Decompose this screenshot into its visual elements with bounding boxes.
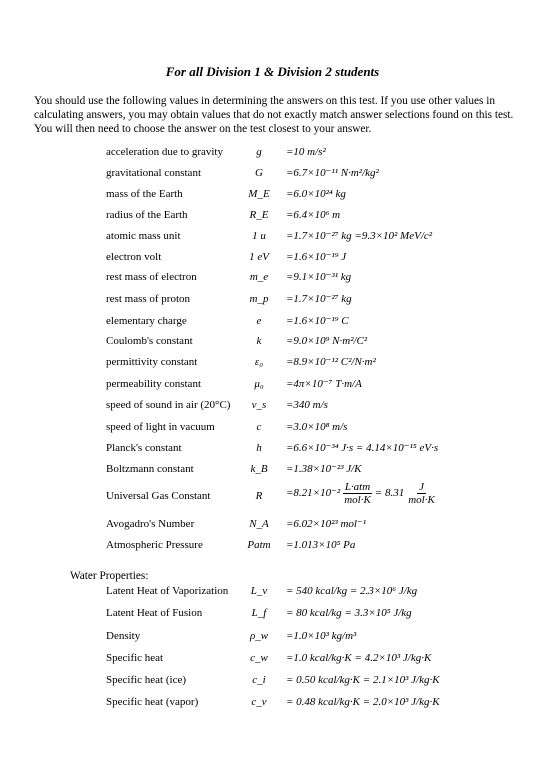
constant-symbol: m_e (249, 271, 269, 283)
constant-value: =1.013×10⁵ Pa (286, 539, 356, 551)
constant-value: =6.7×10⁻¹¹ N·m²/kg² (286, 167, 379, 179)
constant-value: =1.6×10⁻¹⁹ J (286, 251, 347, 263)
constant-value: =340 m/s (286, 399, 328, 411)
fraction-denominator: mol·K (408, 494, 435, 506)
constant-value: =9.1×10⁻³¹ kg (286, 271, 352, 283)
constant-value: =6.02×10²³ mol⁻¹ (286, 518, 367, 530)
intro-paragraph: You should use the following values in determining the answers on this test. If you use other values in calculating answers, you may obtain values that do not exactly match answer selections found on this test. You will then need to choose the answer on the test closest to your answer. (34, 95, 514, 135)
water-property-value: = 540 kcal/kg = 2.3×10⁶ J/kg (286, 585, 418, 597)
gas-constant-value (286, 481, 439, 506)
constant-name: atomic mass unit (106, 230, 181, 242)
constant-symbol: k_B (250, 463, 268, 475)
gas-constant-prefix: =8.21×10⁻² (286, 487, 341, 499)
constant-value: =9.0×10⁹ N·m²/C² (286, 335, 368, 347)
water-property-symbol: c_w (250, 652, 268, 664)
constant-symbol: c (256, 421, 262, 433)
fraction-joule (406, 481, 437, 506)
constant-name: elementary charge (106, 315, 187, 327)
constant-symbol: R (255, 490, 263, 502)
constant-name: speed of sound in air (20°C) (106, 399, 231, 411)
constant-symbol: m_p (249, 293, 269, 305)
constant-value: =6.4×10⁶ m (286, 209, 341, 221)
fraction-numerator: L·atm (344, 481, 371, 493)
constant-name: Coulomb's constant (106, 335, 193, 347)
constant-symbol: 1 u (252, 230, 266, 242)
constant-value: =3.0×10⁸ m/s (286, 421, 348, 433)
constant-name: Universal Gas Constant (106, 490, 211, 502)
constant-symbol: ε₀ (254, 356, 264, 368)
constant-name: rest mass of proton (106, 293, 191, 305)
constant-value: =8.9×10⁻¹² C²/N·m² (286, 356, 376, 368)
constant-value: =6.6×10⁻³⁴ J·s = 4.14×10⁻¹⁵ eV·s (286, 442, 439, 454)
constant-value: =1.7×10⁻²⁷ kg (286, 293, 352, 305)
water-property-value: = 80 kcal/kg = 3.3×10⁵ J/kg (286, 607, 412, 619)
constant-name: Atmospheric Pressure (106, 539, 203, 551)
constant-value: =1.6×10⁻¹⁹ C (286, 315, 349, 327)
water-property-symbol: c_v (251, 696, 267, 708)
water-property-symbol: ρ_w (249, 630, 269, 642)
fraction-denominator: mol·K (344, 494, 371, 506)
water-property-name: Latent Heat of Fusion (106, 607, 203, 619)
constant-name: Boltzmann constant (106, 463, 194, 475)
constant-symbol: k (256, 335, 262, 347)
water-property-value: =1.0×10³ kg/m³ (286, 630, 357, 642)
water-property-name: Density (106, 630, 141, 642)
constant-name: acceleration due to gravity (106, 146, 223, 158)
constant-symbol: μ₀ (254, 378, 264, 390)
fraction-numerator: J (419, 481, 424, 493)
water-property-value: = 0.48 kcal/kg·K = 2.0×10³ J/kg·K (286, 696, 440, 708)
constant-symbol: v_s (251, 399, 267, 411)
constant-symbol: e (256, 315, 262, 327)
water-property-name: Specific heat (106, 652, 164, 664)
constant-name: gravitational constant (106, 167, 201, 179)
constant-name: Planck's constant (106, 442, 182, 454)
constant-symbol: N_A (249, 518, 269, 530)
constant-symbol: R_E (249, 209, 269, 221)
fraction-l-atm (342, 481, 373, 506)
water-property-name: Specific heat (vapor) (106, 696, 199, 708)
constant-symbol: g (256, 146, 262, 158)
gas-constant-mid: = 8.31 (374, 487, 405, 499)
constant-symbol: M_E (248, 188, 270, 200)
constant-symbol: Patm (247, 539, 271, 551)
constant-symbol: 1 eV (249, 251, 269, 263)
constant-name: electron volt (106, 251, 162, 263)
constant-name: permeability constant (106, 378, 201, 390)
constant-value: =4π×10⁻⁷ T·m/A (286, 378, 362, 390)
water-property-symbol: c_i (252, 674, 266, 686)
constant-name: permittivity constant (106, 356, 198, 368)
constant-name: mass of the Earth (106, 188, 183, 200)
water-property-symbol: L_f (251, 607, 267, 619)
water-property-value: =1.0 kcal/kg·K = 4.2×10³ J/kg·K (286, 652, 432, 664)
constant-symbol: h (256, 442, 262, 454)
constant-name: speed of light in vacuum (106, 421, 215, 433)
constant-value: =1.7×10⁻²⁷ kg =9.3×10² MeV/c² (286, 230, 433, 242)
constant-name: radius of the Earth (106, 209, 188, 221)
constant-name: Avogadro's Number (106, 518, 195, 530)
constant-name: rest mass of electron (106, 271, 197, 283)
constant-value: =1.38×10⁻²³ J/K (286, 463, 362, 475)
water-property-value: = 0.50 kcal/kg·K = 2.1×10³ J/kg·K (286, 674, 440, 686)
constant-value: =6.0×10²⁴ kg (286, 188, 346, 200)
constant-value: =10 m/s² (286, 146, 326, 158)
water-property-name: Specific heat (ice) (106, 674, 187, 686)
page-title: For all Division 1 & Division 2 students (165, 64, 380, 79)
water-properties-heading: Water Properties: (70, 570, 149, 582)
water-property-symbol: L_v (250, 585, 268, 597)
water-property-name: Latent Heat of Vaporization (106, 585, 229, 597)
constant-symbol: G (255, 167, 263, 179)
